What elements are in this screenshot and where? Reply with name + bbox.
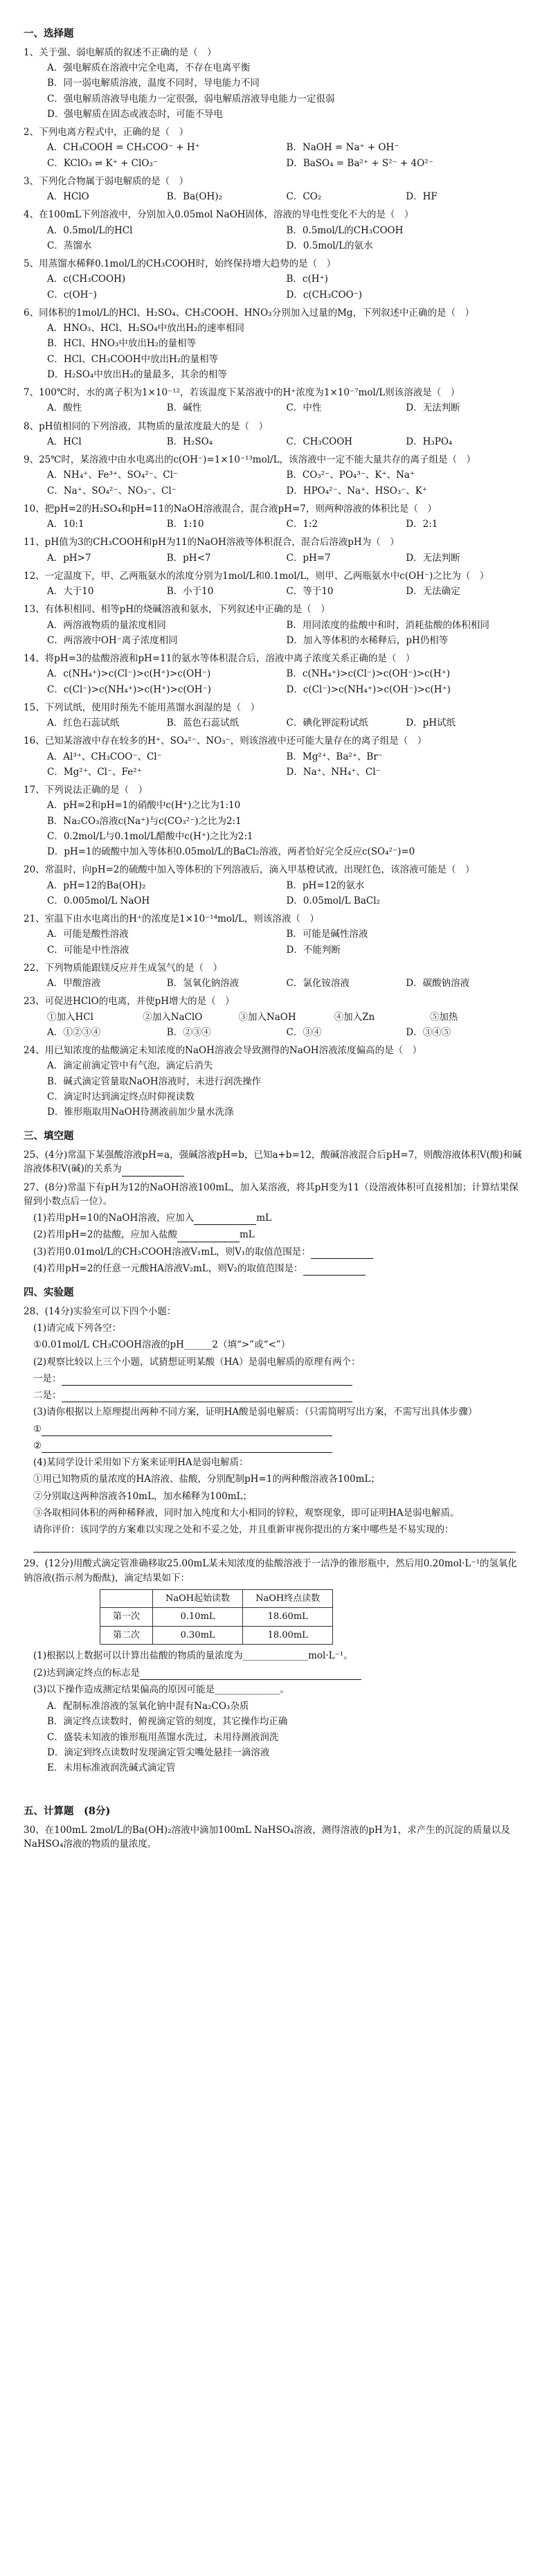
answer-option[interactable]: A．可能是酸性溶液 <box>47 929 129 940</box>
option-row <box>24 239 525 253</box>
option-row <box>24 484 525 498</box>
section-title-calc: 五、计算题 (8分) <box>24 1805 111 1818</box>
table-header-cell: NaOH终点读数 <box>243 1589 333 1608</box>
answer-option[interactable]: B．H₂SO₄ <box>166 436 213 447</box>
option-row <box>24 943 525 957</box>
answer-option[interactable]: B．碱式滴定管量取NaOH溶液时，未进行润洗操作 <box>47 1075 262 1087</box>
q27-item-3: (3)若用0.01mol/L的CH₃COOH溶液V₁mL，则V₁的取值范围是： <box>24 1245 525 1259</box>
section-title-fill: 三、填空题 <box>24 1130 74 1143</box>
answer-option[interactable]: B．Na₂CO₃溶液c(Na⁺)与c(CO₃²⁻)之比为2:1 <box>47 815 242 827</box>
q28-item: 二是： <box>24 1388 525 1402</box>
section-title-choice: 一、选择题 <box>24 28 74 39</box>
answer-option[interactable]: D．HPO₄²⁻、Na⁺、HSO₃⁻、K⁺ <box>286 485 428 497</box>
answer-option[interactable]: ④加入Zn <box>334 1011 375 1023</box>
option-row <box>24 272 525 286</box>
answer-blank[interactable] <box>177 1232 240 1242</box>
answer-blank[interactable] <box>194 1215 256 1225</box>
question-stem: 13、有体积相同、相等pH的烧碱溶液和氨水，下列叙述中正确的是（ ） <box>24 604 330 616</box>
option-row <box>24 517 525 531</box>
answer-option[interactable]: A．强电解质在溶液中完全电离，不存在电离平衡 <box>47 62 251 73</box>
answer-option[interactable]: D．0.05mol/L BaCl₂ <box>286 895 380 906</box>
q28-item: 请你评价：该同学的方案难以实现之处和不妥之处，并且重新审视你提出的方案中哪些是不易实现的： <box>33 1524 454 1535</box>
q27-item-1: (1)若用pH=10的NaOH溶液，应加入 mL <box>24 1211 525 1225</box>
option-row <box>24 551 525 565</box>
table-cell: 第一次 <box>100 1608 153 1627</box>
answer-option[interactable]: C．CH₃COOH <box>286 436 353 447</box>
answer-option[interactable]: A．大于10 <box>47 586 94 597</box>
question-stem: 1、关于强、弱电解质的叙述不正确的是（ ） <box>24 46 217 58</box>
answer-option[interactable]: ③加入NaOH <box>238 1011 296 1023</box>
question-25: 25、(4分)常温下某强酸溶液pH=a，强碱溶液pH=b，已知a+b=12，酸碱溶液混合后pH=7，则酸溶液体积V(酸)和碱溶液体积V(碱)的关系为 <box>24 1148 525 1177</box>
answer-option[interactable]: B．可能是碱性溶液 <box>286 929 368 940</box>
option-row <box>24 288 525 302</box>
answer-blank[interactable] <box>42 1426 332 1436</box>
q29-item: (1)根据以上数据可以计算出盐酸的物质的量浓度为______________mol·L⁻¹。 <box>33 1650 353 1662</box>
answer-option[interactable]: C．碘化钾淀粉试纸 <box>286 717 368 728</box>
answer-option[interactable]: C．中性 <box>286 402 322 414</box>
answer-option[interactable]: A．pH=12的Ba(OH)₂ <box>47 879 146 891</box>
answer-option[interactable]: C．滴定时达到滴定终点时仰视读数 <box>47 1091 195 1102</box>
question-stem: 20、常温时，向pH=2的硫酸中加入等体积的下列溶液后，滴入甲基橙试液，出现红色，该溶液可能是（ ） <box>24 864 475 876</box>
table-row <box>100 1626 333 1645</box>
answer-option[interactable]: C．HCl、CH₃COOH中放出H₂的量相等 <box>47 353 219 365</box>
answer-option[interactable]: C．强电解质溶液导电能力一定很强，弱电解质溶液导电能力一定很弱 <box>47 93 335 105</box>
answer-option[interactable]: A．滴定前滴定管中有气泡，滴定后消失 <box>47 1060 213 1072</box>
answer-option[interactable]: B．NaOH = Na⁺ + OH⁻ <box>286 142 399 154</box>
question-30: 30、在100mL 2mol/L的Ba(OH)₂溶液中滴加100mL NaHSO₄溶液，测得溶液的pH为1，求产生的沉淀的质量以及NaHSO₄溶液的物质的量浓度。 <box>24 1825 510 1850</box>
table-cell: 0.30mL <box>153 1626 243 1645</box>
q28-item: (2)观察比较以上三个小题，试猜想证明某酸（HA）是弱电解质的原理有两个： <box>33 1356 361 1368</box>
answer-option[interactable]: B．②③④ <box>166 1026 211 1038</box>
answer-option[interactable]: D．加入等体积的水稀释后，pH仍相等 <box>286 634 449 646</box>
answer-option[interactable]: B．碱性 <box>166 402 202 414</box>
answer-option[interactable]: A．配制标准溶液的氢氧化钠中混有Na₂CO₃杂质 <box>47 1701 249 1712</box>
option-row <box>24 435 525 449</box>
option-row <box>24 634 525 647</box>
answer-option[interactable]: A．HClO <box>47 191 89 202</box>
answer-option[interactable]: A．HNO₃、HCl、H₂SO₄中放出H₂的速率相同 <box>47 323 244 334</box>
option-row <box>24 683 525 697</box>
q28-item: 一是： <box>24 1372 525 1386</box>
table-header-cell: NaOH起始读数 <box>153 1589 243 1608</box>
answer-option[interactable]: B．pH<7 <box>166 552 211 564</box>
answer-option[interactable]: D．HF <box>406 191 438 202</box>
answer-option[interactable]: B．HCl、HNO₃中放出H₂的量相等 <box>47 338 197 350</box>
answer-option[interactable]: B．小于10 <box>166 586 214 597</box>
answer-option[interactable]: A．c(NH₄⁺)>c(Cl⁻)>c(H⁺)>c(OH⁻) <box>47 668 211 680</box>
answer-option[interactable]: A．0.5mol/L的HCl <box>47 224 133 236</box>
option-row <box>24 927 525 941</box>
table-cell: 0.10mL <box>153 1608 243 1627</box>
answer-option[interactable]: A．两溶液物质的量浓度相同 <box>47 619 166 631</box>
option-row <box>24 156 525 170</box>
answer-option[interactable]: C．pH=7 <box>286 552 331 564</box>
answer-option[interactable]: A．10:1 <box>47 519 84 530</box>
answer-blank[interactable] <box>42 1442 332 1453</box>
answer-option[interactable]: D．无法判断 <box>406 402 460 414</box>
answer-option[interactable]: A．Al³⁺、CH₃COO⁻、Cl⁻ <box>47 751 162 762</box>
table-cell: 18.60mL <box>243 1608 333 1627</box>
q27-item-2: (2)若用pH=2的盐酸，应加入盐酸 mL <box>24 1228 525 1242</box>
q28-item-list <box>24 1321 525 1537</box>
answer-option[interactable]: D．强电解质在固态或液态时，可能不导电 <box>47 108 223 120</box>
answer-option[interactable]: ①加入HCl <box>47 1011 93 1023</box>
answer-option[interactable]: C．0.005mol/L NaOH <box>47 895 150 906</box>
answer-option[interactable]: D．pH试纸 <box>406 717 456 728</box>
option-row <box>24 894 525 908</box>
question-stem: 3、下列化合物属于弱电解质的是（ ） <box>24 175 189 187</box>
answer-option[interactable]: A．c(CH₃COOH) <box>47 274 126 285</box>
answer-option[interactable]: B．滴定终点读数时，俯视滴定管的刻度，其它操作均正确 <box>47 1716 288 1728</box>
answer-blank[interactable] <box>62 1375 352 1386</box>
question-27: 27、(8分)常温下有pH为12的NaOH溶液100mL，加入某溶液，将其pH变为11（设溶液体积可直接相加；计算结果保留到小数点后一位）。 <box>24 1181 519 1207</box>
answer-option[interactable]: D．Na⁺、NH₄⁺、Cl⁻ <box>286 766 381 778</box>
question-stem: 14、将pH=3的盐酸溶液和pH=11的氨水等体积混合后，溶液中离子浓度关系正确的是（ ） <box>24 653 415 664</box>
question-stem: 22、下列物质能跟镁反应并生成氢气的是（ ） <box>24 962 223 974</box>
titration-table <box>100 1589 333 1645</box>
option-row <box>24 667 525 681</box>
option-row <box>24 224 525 238</box>
question-stem: 9、25℃时，某溶液中由水电离出的c(OH⁻)=1×10⁻¹³mol/L，该溶液中一定不能大量共存的离子组是（ ） <box>24 454 476 465</box>
answer-option[interactable]: B．1:10 <box>166 519 204 530</box>
q28-item: ③各取相同体积的两种稀释液，同时加入纯度和大小相同的锌粒，观察现象，即可证明HA是弱电解质。 <box>33 1507 460 1519</box>
question-stem: 23、可促进HClO的电离，并使pH增大的是（ ） <box>24 996 235 1008</box>
option-row <box>24 1026 525 1039</box>
option-row <box>24 765 525 779</box>
answer-option[interactable]: ②加入NaClO <box>143 1011 203 1023</box>
answer-option[interactable]: B．氢氧化钠溶液 <box>166 978 240 989</box>
option-row <box>24 879 525 893</box>
answer-blank[interactable] <box>311 1249 373 1259</box>
question-stem: 21、室温下由水电离出的H⁺的浓度是1×10⁻¹⁴mol/L，则该溶液（ ） <box>24 913 319 924</box>
answer-option[interactable]: D．2:1 <box>406 519 438 530</box>
answer-option[interactable]: A．pH>7 <box>47 552 91 564</box>
answer-option[interactable]: D．H₃PO₄ <box>406 436 453 447</box>
answer-option[interactable]: B．CO₃²⁻、PO₄³⁻、K⁺、Na⁺ <box>286 469 415 481</box>
answer-option[interactable]: A．酸性 <box>47 402 82 414</box>
answer-option[interactable]: B．c(NH₄⁺)>c(Cl⁻)>c(OH⁻)>c(H⁺) <box>286 668 450 680</box>
q28-item: (4)某同学设计采用如下方案来证明HA是弱电解质： <box>33 1457 249 1468</box>
answer-option[interactable]: A．HCl <box>47 436 82 447</box>
answer-option[interactable]: E．未用标准液润洗碱式滴定管 <box>47 1762 176 1773</box>
answer-option[interactable]: C．Na⁺、SO₄²⁻、NO₃⁻、Cl⁻ <box>47 485 177 497</box>
answer-blank[interactable] <box>140 1670 361 1680</box>
question-stem: 12、一定温度下，甲、乙两瓶氨水的浓度分别为1mol/L和0.1mol/L，则甲、乙两瓶氨水中c(OH⁻)之比为（ ） <box>24 570 489 582</box>
table-header-row <box>100 1589 333 1608</box>
question-stem: 10、把pH=2的H₂SO₄和pH=11的NaOH溶液混合，混合液pH=7，则两种溶液的体积比是（ ） <box>24 503 437 515</box>
option-row <box>24 401 525 415</box>
question-stem: 16、已知某溶液中存在较多的H⁺、SO₄²⁻、NO₃⁻，则该溶液中还可能大量存在的离子组是（ ） <box>24 735 427 747</box>
answer-line[interactable] <box>33 1541 516 1553</box>
question-stem: 6、同体积的1mol/L的HCl、H₂SO₄、CH₃COOH、HNO₃分别加入过量的Mg，下列叙述中正确的是（ ） <box>24 307 475 319</box>
answer-option[interactable]: D．0.5mol/L的氨水 <box>286 240 373 251</box>
answer-blank[interactable] <box>303 1265 366 1276</box>
question-stem: 4、在100mL下列溶液中，分别加入0.05mol NaOH固体，溶液的导电性变化不大的是（ ） <box>24 209 414 221</box>
answer-option[interactable]: D．碳酸钠溶液 <box>406 978 470 989</box>
answer-option[interactable]: D．滴定到终点读数时发现滴定管尖嘴处悬挂一滴溶液 <box>47 1746 270 1758</box>
answer-option[interactable]: C．CO₂ <box>286 191 322 202</box>
q28-item: ①0.01mol/L CH₃COOH溶液的pH______2（填“>”或“<”） <box>33 1339 291 1351</box>
answer-option[interactable]: B．蓝色石蕊试纸 <box>166 717 240 728</box>
option-row <box>24 141 525 154</box>
answer-option[interactable]: C．c(Cl⁻)>c(NH₄⁺)>c(H⁺)>c(OH⁻) <box>47 683 211 695</box>
q28-item: (1)请完成下列各空： <box>33 1323 122 1334</box>
answer-option[interactable]: D．无法判断 <box>406 552 460 564</box>
answer-option[interactable]: D．c(Cl⁻)>c(NH₄⁺)>c(OH⁻)>c(H⁺) <box>286 683 451 695</box>
option-row <box>24 584 525 598</box>
table-cell: 18.00mL <box>243 1626 333 1645</box>
answer-option[interactable]: C．③④ <box>286 1026 322 1038</box>
q29-item-list <box>24 1649 525 1775</box>
answer-option[interactable]: B．0.5mol/L的CH₃COOH <box>286 224 404 236</box>
answer-option[interactable]: B．同一弱电解质溶液，温度不同时，导电能力不同 <box>47 78 260 89</box>
answer-option[interactable]: B．c(H⁺) <box>286 274 328 285</box>
question-stem: 15、下列试纸，使用时预先不能用蒸馏水润湿的是（ ） <box>24 701 260 713</box>
answer-option[interactable]: C．两溶液中OH⁻离子浓度相同 <box>47 634 178 646</box>
question-stem: 11、pH值为3的CH₃COOH和pH为11的NaOH溶液等体积混合，混合后溶液pH为（ ） <box>24 537 399 548</box>
section-title-exp: 四、实验题 <box>24 1287 74 1298</box>
answer-option[interactable]: B．pH=12的氨水 <box>286 879 365 891</box>
option-row <box>24 190 525 204</box>
question-stem: 5、用蒸馏水稀释0.1mol/L的CH₃COOH时，始终保持增大趋势的是（ ） <box>24 258 336 269</box>
answer-option[interactable]: C．盛装未知液的锥形瓶用蒸馏水洗过，未用待测液润洗 <box>47 1731 279 1743</box>
answer-option[interactable]: A．NH₄⁺、Fe³⁺、SO₄²⁻、Cl⁻ <box>47 469 179 481</box>
answer-option[interactable]: C．KClO₃ ⇌ K⁺ + ClO₃⁻ <box>47 157 158 169</box>
question-stem: 7、100℃时，水的离子积为1×10⁻¹²，若该温度下某溶液中的H⁺浓度为1×10⁻⁷mol/L则该溶液是（ ） <box>24 387 460 398</box>
answer-option[interactable]: D．BaSO₄ = Ba²⁺ + S²⁻ + 4O²⁻ <box>286 157 433 169</box>
q28-item: (3)请你根据以上原理提出两种不同方案，证明HA酸是弱电解质：（只需简明写出方案，不需写出具体步骤） <box>33 1406 478 1418</box>
table-row <box>100 1608 333 1627</box>
option-row <box>24 976 525 990</box>
answer-option[interactable]: C．1:2 <box>286 519 318 530</box>
answer-blank[interactable] <box>122 1166 184 1177</box>
answer-option[interactable]: D．c(CH₃COO⁻) <box>286 289 363 301</box>
answer-option[interactable]: A．pH=2和pH=1的硝酸中c(H⁺)之比为1:10 <box>47 800 241 812</box>
answer-option[interactable]: A．①②③④ <box>47 1026 101 1038</box>
option-row <box>24 618 525 632</box>
answer-option[interactable]: C．蒸馏水 <box>47 240 92 251</box>
answer-option[interactable]: D．无法确定 <box>406 586 460 597</box>
choice-question-list <box>24 46 525 1120</box>
q28-item: ②分别取这两种溶液各10mL，加水稀释为100mL； <box>33 1490 252 1502</box>
q29-item: (3)以下操作造成测定结果偏高的原因可能是______________。 <box>33 1683 290 1695</box>
answer-option[interactable]: C．0.2mol/L与0.1mol/L醋酸中c(H⁺)之比为2:1 <box>47 830 253 842</box>
table-header-cell <box>100 1589 153 1608</box>
answer-option[interactable]: C．氯化铵溶液 <box>286 978 350 989</box>
q28-item: ① <box>24 1422 525 1436</box>
q28-item: ② <box>24 1439 525 1453</box>
answer-option[interactable]: B．Mg²⁺、Ba²⁺、Br⁻ <box>286 751 383 762</box>
option-row <box>24 1010 525 1024</box>
answer-option[interactable]: C．Mg²⁺、Cl⁻、Fe²⁺ <box>47 766 142 778</box>
question-28: 28、(14分)实验室可以下四个小题： <box>24 1305 177 1317</box>
question-stem: 2、下列电离方程式中，正确的是（ ） <box>24 127 189 138</box>
answer-option[interactable]: D．不能判断 <box>286 944 341 956</box>
question-stem: 24、用已知浓度的盐酸滴定未知浓度的NaOH溶液会导致测得的NaOH溶液浓度偏高的是（ ） <box>24 1045 422 1056</box>
answer-option[interactable]: D．pH=1的硫酸中加入等体积0.05mol/L的BaCl₂溶液，两者恰好完全反应c(SO₄²⁻)=0 <box>47 846 415 857</box>
option-row <box>24 716 525 730</box>
question-stem: 17、下列说法正确的是（ ） <box>24 785 148 796</box>
answer-option[interactable]: A．CH₃COOH = CH₃COO⁻ + H⁺ <box>47 142 200 154</box>
q28-item: ①用已知物质的量浓度的HA溶液、盐酸，分别配制pH=1的两种酸溶液各100mL； <box>33 1474 380 1485</box>
answer-blank[interactable] <box>62 1392 352 1402</box>
answer-option[interactable]: D．③④⑤ <box>406 1026 451 1038</box>
question-stem: 8、pH值相同的下列溶液，其物质的量浓度最大的是（ ） <box>24 420 269 432</box>
q27-item-4: (4)若用pH=2的任意一元酸HA溶液V₂mL，则V₂的取值范围是： <box>24 1262 525 1276</box>
answer-option[interactable]: C．可能是中性溶液 <box>47 944 129 956</box>
answer-option[interactable]: D．锥形瓶取用NaOH待测液前加少量水洗涤 <box>47 1107 234 1118</box>
answer-option[interactable]: ⑤加热 <box>429 1011 458 1023</box>
table-cell: 第二次 <box>100 1626 153 1645</box>
answer-option[interactable]: C．等于10 <box>286 586 334 597</box>
answer-option[interactable]: C．c(OH⁻) <box>47 289 97 301</box>
q29-item: (2)达到滴定终点的标志是 <box>24 1666 525 1680</box>
option-row <box>24 468 525 482</box>
answer-option[interactable]: D．H₂SO₄中放出H₂的量最多，其余的相等 <box>47 368 227 380</box>
answer-option[interactable]: B．用同浓度的盐酸中和时，消耗盐酸的体积相同 <box>286 619 489 631</box>
answer-option[interactable]: B．Ba(OH)₂ <box>166 191 222 202</box>
question-29: 29、(12分)用酸式滴定管准确移取25.00mL某未知浓度的盐酸溶液于一洁净的锥形瓶中，然后用0.20mol·L⁻¹的氢氧化钠溶液(指示剂为酚酞)，滴定结果如下： <box>24 1558 517 1584</box>
option-row <box>24 750 525 764</box>
answer-option[interactable]: A．红色石蕊试纸 <box>47 717 120 728</box>
answer-option[interactable]: A．甲酸溶液 <box>47 978 101 989</box>
